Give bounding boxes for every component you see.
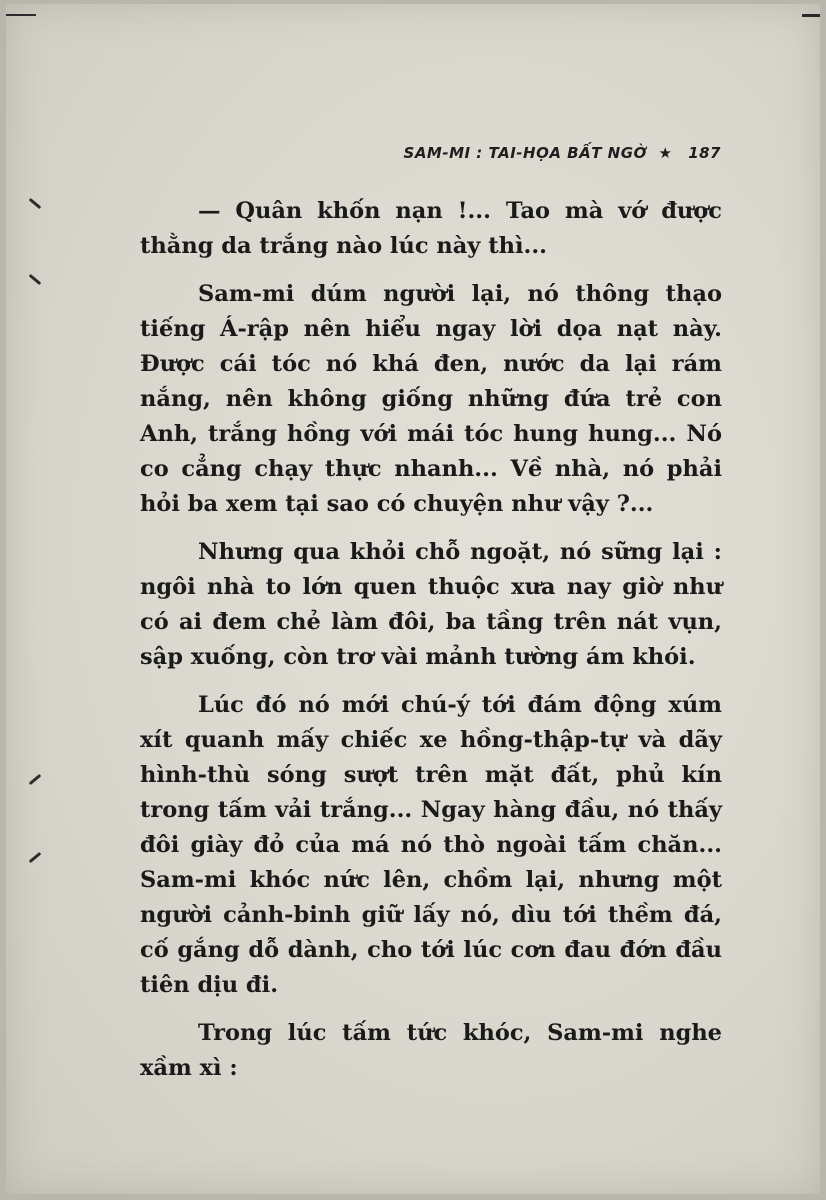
running-title: SAM-MI : TAI-HỌA BẤT NGỜ	[403, 144, 647, 162]
binding-thread-2	[29, 274, 42, 285]
binding-thread-3	[29, 774, 42, 785]
binding-thread-1	[29, 198, 42, 209]
paragraph-1: — Quân khốn nạn !... Tao mà vớ được thằng da trắng nào lúc này thì...	[140, 198, 722, 259]
page-number: 187	[688, 144, 721, 162]
body-text	[140, 194, 722, 1099]
star-icon: ★	[658, 144, 673, 162]
paragraph-5: Trong lúc tấm tức khóc, Sam-mi nghe xầm xì :	[140, 1020, 722, 1081]
corner-mark-right	[802, 14, 820, 17]
paragraph-4: Lúc đó nó mới chú-ý tới đám động xúm xít quanh mấy chiếc xe hồng-thập-tự và dãy hình-thù sóng sượt trên mặt đất, phủ kín trong tấm vải trắng... Ngay hàng đầu, nó thấy đôi giày đỏ của má nó thò ngoài tấm chăn... Sam-mi khóc nức lên, chồm lại, nhưng một người cảnh-binh giữ lấy nó, dìu tới thềm đá, cố gắng dỗ dành, cho tới lúc cơn đau đớn đầu tiên dịu đi.	[140, 692, 722, 998]
running-header	[336, 144, 721, 162]
binding-thread-4	[29, 852, 42, 863]
book-page	[6, 4, 820, 1194]
corner-mark-left	[6, 14, 36, 16]
paragraph-3: Nhưng qua khỏi chỗ ngoặt, nó sững lại : ngôi nhà to lớn quen thuộc xưa nay giờ như có ai đem chẻ làm đôi, ba tầng trên nát vụn, sập xuống, còn trơ vài mảnh tường ám khói.	[140, 539, 722, 670]
paragraph-2: Sam-mi dúm người lại, nó thông thạo tiếng Á-rập nên hiểu ngay lời dọa nạt này. Được cái tóc nó khá đen, nước da lại rám nắng, nên không giống những đứa trẻ con Anh, trắng hồng với mái tóc hung hung... Nó co cẳng chạy thực nhanh... Về nhà, nó phải hỏi ba xem tại sao có chuyện như vậy ?...	[140, 281, 722, 517]
